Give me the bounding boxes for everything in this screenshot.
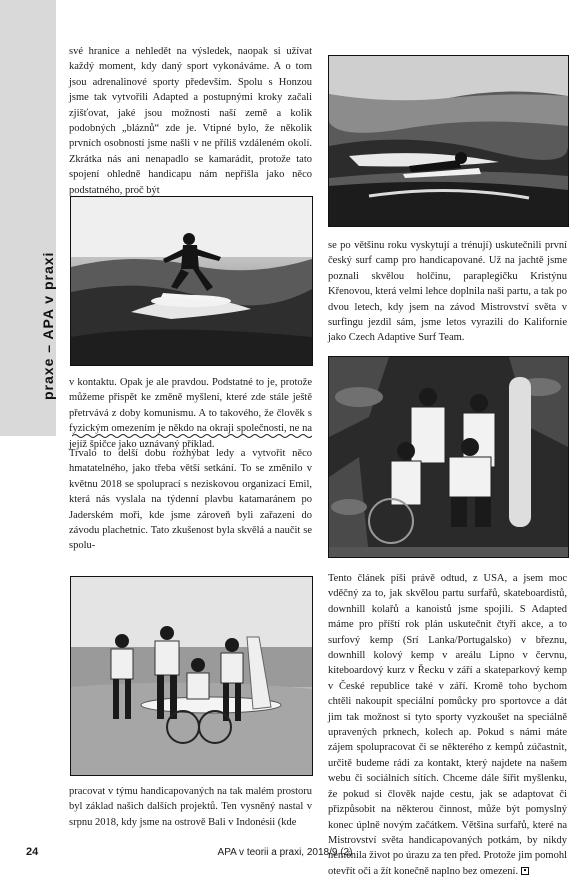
section-subject: APA v praxi <box>40 251 56 340</box>
photo-surfer-paddling <box>328 55 569 227</box>
photo-group-beach <box>70 576 313 776</box>
journal-citation: APA v teorii a praxi, 2018/9 (2) <box>217 847 353 858</box>
paragraph: Trvalo to delší dobu rozhýbat ledy a vytvořit něco hmatatelného, jako třeba větší setkání. To se změnilo v květnu 2018 se spoluprací s neziskovou organizací Emil, která nás vyslala na týdenní plavbu katamaránem po Jaderském moři, kde jsme zároveň byli zařazeni do závodu plachetnic. Tato zkušenost byla skvělá a naučit se spolu- <box>69 448 312 552</box>
section-separator: – <box>40 339 56 358</box>
wave-divider <box>72 433 312 439</box>
section-name: praxe <box>40 357 56 400</box>
paragraph: v kontaktu. Opak je ale pravdou. Podstatné to je, protože můžeme přispět ke změně myšlení, které zde stále ještě přetrvává z doby komunismu. A to takového, že člověk s fyzickým omezením je někdo na okraji společnosti, ne na jejíž špičce jako uznávaný příklad. <box>69 377 312 450</box>
photo-team-portrait <box>328 356 569 558</box>
paragraph: se po většinu roku vyskytují a trénují) uskutečnili první český surf camp pro handicapované. Už na jachtě jsme poznali skvělou holčinu, paraplegičku Kristýnu Křenovou, která velmi lehce doplnila naši partu, a tak po dvou letech, kdy jsem na závod Mistrovství světa v surfingu jezdil sám, jsme letos vyrazili do Kalifornie jako Czech Adaptive Surf Team. <box>328 240 567 344</box>
page-number: 24 <box>26 846 39 858</box>
photo-surfer-riding <box>70 196 313 366</box>
end-of-article-icon <box>521 867 529 875</box>
paragraph: své hranice a nehledět na výsledek, naopak si užívat každý moment, kdy daný sport vykonáváme. A o tom jsou adrenalinové sporty především. Spolu s Honzou jsme tak vytvořili Adapted a postupnými kroky začali zjišťovat, jaké jsou možnosti naší země a kolik podobných „bláznů“ zde je. Vtipné bylo, že několik prvních osobností jsme našli v ne příliš vzdáleném okolí. Zkrátka nás ani nenapadlo se kamarádit, protože tato spojení ohledně handicapu nám nepřišla jako něco podstatného, proč být <box>69 46 312 196</box>
paragraph <box>328 571 567 879</box>
page-footer <box>0 846 570 862</box>
paragraph-text: Tento článek píši právě odtud, z USA, a jsem moc vděčný za to, jak skvělou partu surfařů, skateboardistů, downhill kolařů a kanoistů jsme spojili. S Adapted máme pro příští rok plán uskutečnit čtyři akce, a to surfový kemp (Srí Lanka/Portugalsko) v březnu, downhill kolový kemp v areálu Lipno v červnu, kiteboardový kurz v Řecku v září a skateparkový kemp v České republice také v září. Kromě toho bychom chtěli nakoupit speciální pomůcky pro sportovce a dát jim tak možnost si tyto sporty vyzkoušet na speciálně upravených prknech, kolech ap. Pokud s námi máte zájem spolupracovat či se některého z kempů zúčastnit, určitě budeme rádi za kontakt, který najdete na našem webu či sociálních sítích. Chceme dále šířit myšlenku, že pokud si člověk najde cestu, jak se adaptovat či přizpůsobit na některou činnost, může být pomyslný konec úplně novým začátkem. Většina surfařů, které na Mistrovství světa handicapovaných potkám, by nikdy neměnila život po úrazu za ten před. Protože jim pomohl otevřít oči a žít konečně naplno bez omezení. <box>328 573 567 877</box>
section-label <box>40 252 56 400</box>
paragraph: pracovat v týmu handicapovaných na tak malém prostoru byl základ našich dalších projektů. Ten vysněný nastal v srpnu 2018, kdy jsme na ostrově Bali v Indonésii (kde <box>69 786 312 828</box>
